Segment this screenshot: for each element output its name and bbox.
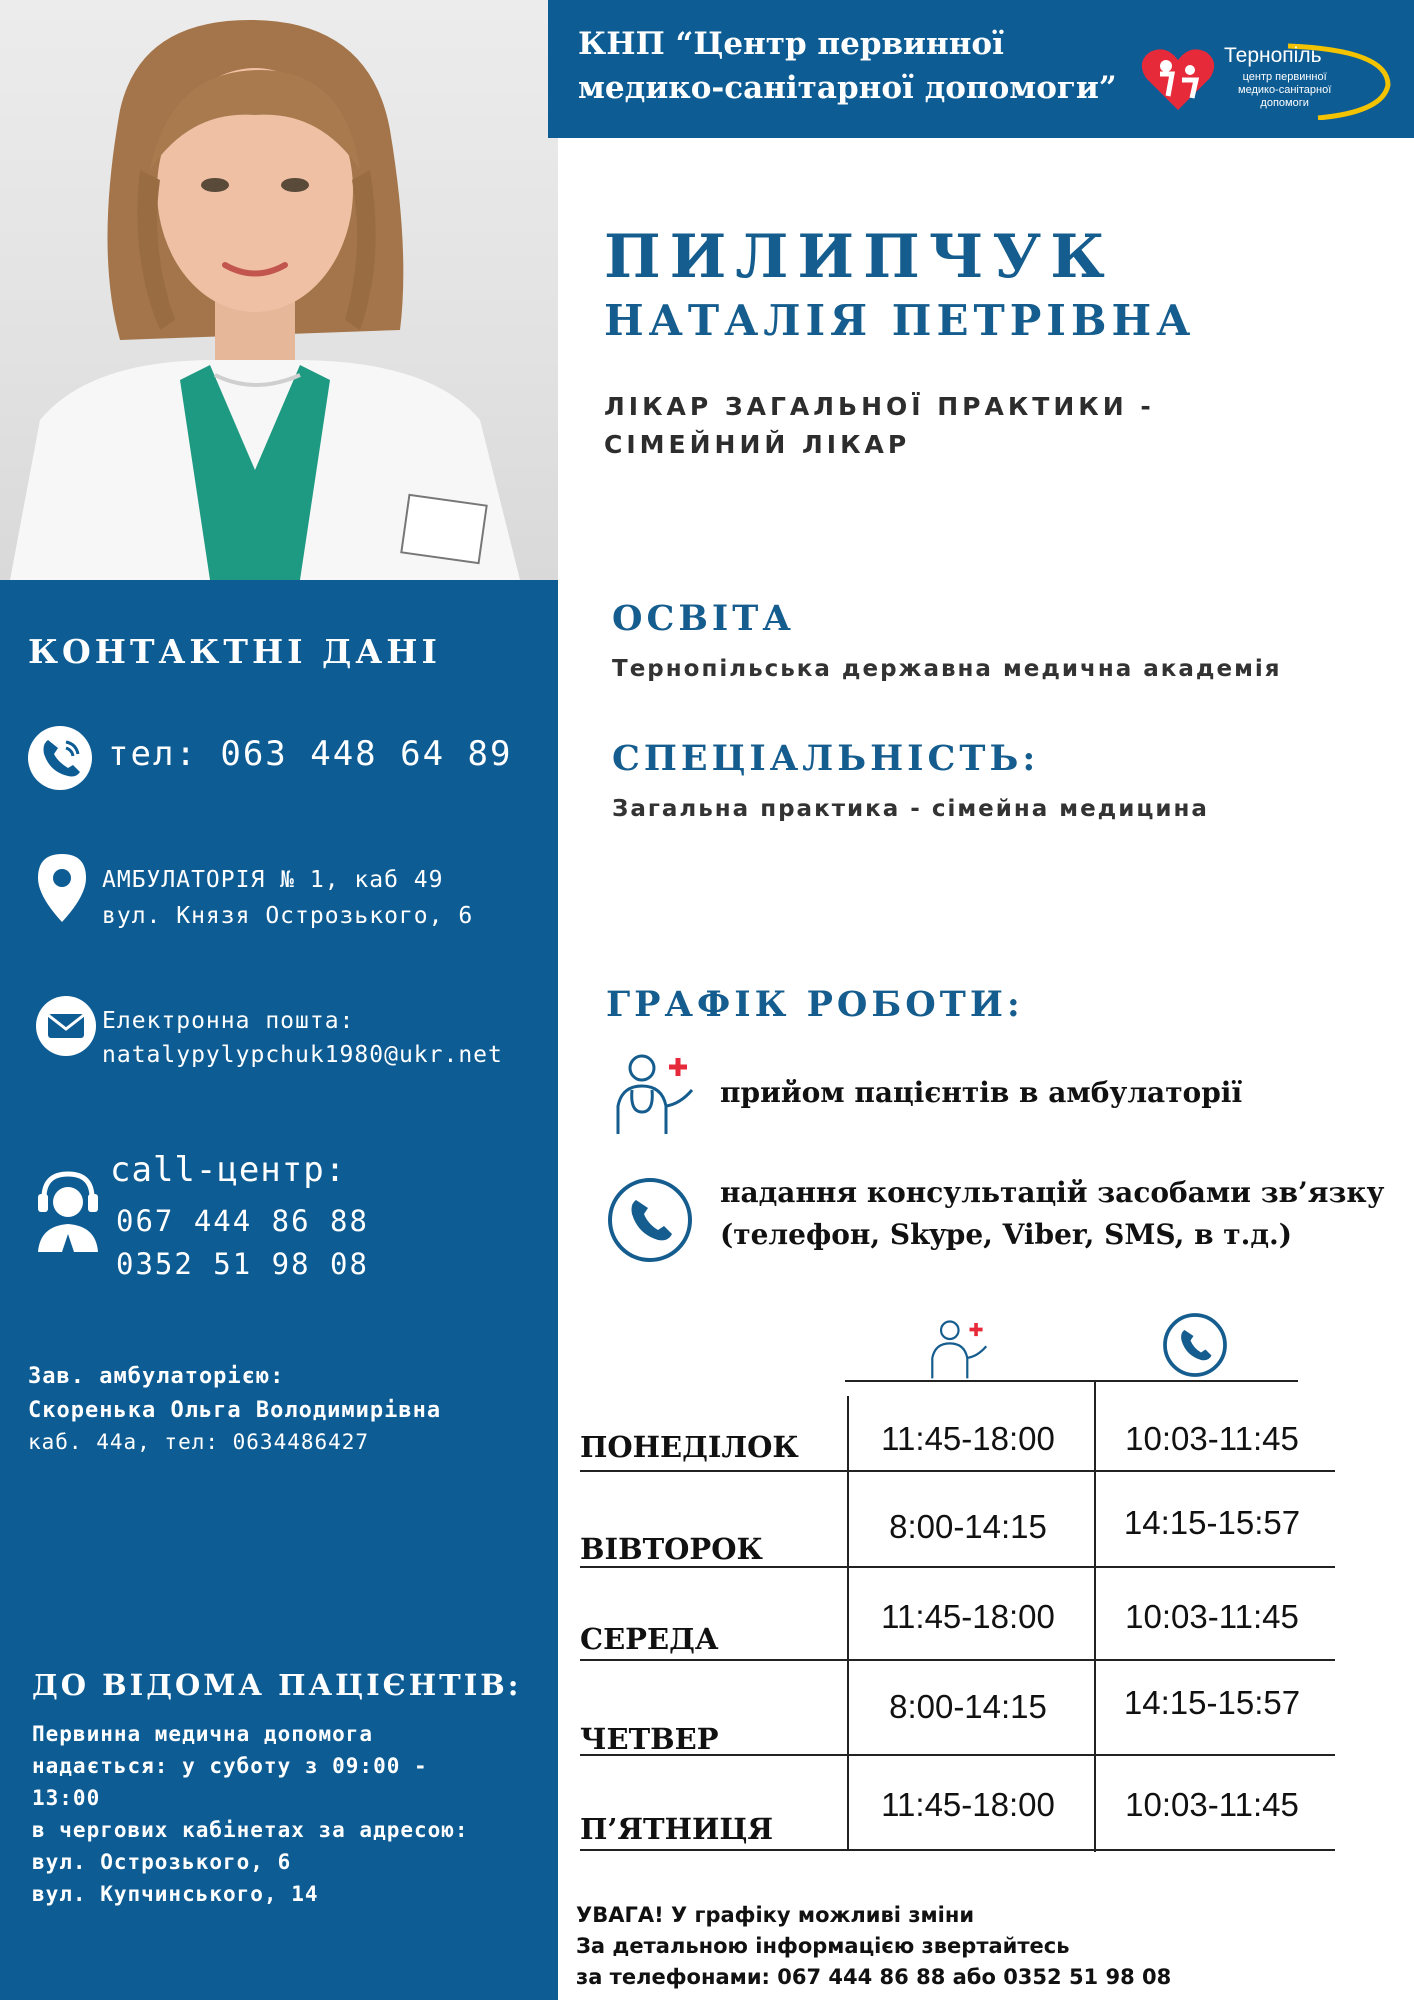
schedule-inperson-time: 8:00-14:15	[889, 1688, 1047, 1725]
col-remote-icon	[1162, 1312, 1228, 1382]
schedule-remote-time: 10:03-11:45	[1125, 1786, 1299, 1823]
callcenter-phone-2[interactable]: 0352 51 98 08	[116, 1247, 369, 1281]
patients-info-line: вул. Купчинського, 14	[32, 1882, 319, 1906]
org-name-line1: КНП “Центр первинної	[578, 26, 1004, 62]
schedule-day: ЧЕТВЕР	[580, 1722, 719, 1756]
specialty-value: Загальна практика - сімейна медицина	[612, 796, 1209, 822]
logo-line2: медико-санітарної	[1238, 84, 1332, 96]
logo-line3: допомоги	[1260, 97, 1309, 109]
address-line1: АМБУЛАТОРІЯ № 1, каб 49	[102, 867, 444, 893]
logo-line1: центр первинної	[1242, 71, 1327, 83]
head-label: Зав. амбулаторією:	[28, 1364, 285, 1389]
org-name-line2: медико-санітарної допомоги”	[578, 70, 1117, 106]
header-band	[548, 0, 1414, 138]
legend-remote-line1: надання консультацій засобами зв’язку	[720, 1176, 1385, 1209]
schedule-inperson-time: 11:45-18:00	[881, 1786, 1055, 1823]
callcenter-label: call-центр:	[110, 1150, 347, 1190]
schedule-remote-time: 14:15-15:57	[1123, 1684, 1301, 1721]
role-line2: СІМЕЙНИЙ ЛІКАР	[604, 430, 911, 459]
legend-remote-line2: (телефон, Skype, Viber, SMS, в т.д.)	[720, 1218, 1293, 1251]
col-inperson-icon	[925, 1312, 995, 1386]
patients-info-line: в чергових кабінетах за адресою:	[32, 1818, 469, 1842]
head-name: Скоренька Ольга Володимирівна	[28, 1398, 442, 1423]
education-heading: ОСВІТА	[612, 598, 795, 639]
contact-address	[102, 862, 473, 934]
contacts-panel	[0, 580, 558, 2000]
schedule-day: СЕРЕДА	[580, 1622, 719, 1656]
notice-line3: за телефонами: 067 444 86 88 або 0352 51 98 08	[576, 1965, 1172, 1989]
logo-city: Тернопіль	[1224, 44, 1322, 67]
callcenter-phone-1[interactable]: 067 444 86 88	[116, 1204, 369, 1238]
schedule-inperson-time: 11:45-18:00	[881, 1598, 1055, 1635]
doctor-role	[604, 388, 1224, 464]
callcenter-phones	[116, 1200, 369, 1286]
email-address[interactable]: natalypylypchuk1980@ukr.net	[102, 1042, 503, 1068]
role-line1: ЛІКАР ЗАГАЛЬНОЇ ПРАКТИКИ -	[604, 392, 1155, 421]
notice-line1: УВАГА! У графіку можливі зміни	[576, 1903, 975, 1927]
doctor-photo	[0, 0, 558, 580]
patients-info-line: надається: у суботу з 09:00 -	[32, 1754, 428, 1778]
schedule-heading: ГРАФІК РОБОТИ:	[606, 984, 1024, 1025]
row-separator	[580, 1849, 1335, 1851]
schedule-remote-time: 14:15-15:57	[1123, 1504, 1301, 1541]
education-value: Тернопільська державна медична академія	[612, 656, 1282, 682]
doctor-given-names: НАТАЛІЯ ПЕТРІВНА	[604, 296, 1196, 345]
table-header-line	[845, 1380, 1298, 1382]
email-label: Електронна пошта:	[102, 1008, 355, 1034]
logo-subtitle	[1238, 71, 1331, 110]
legend-remote	[720, 1172, 1384, 1256]
schedule-remote-time: 10:03-11:45	[1125, 1420, 1299, 1457]
doctor-surname: ПИЛИПЧУК	[604, 222, 1114, 292]
contact-phone[interactable]: тел: 063 448 64 89	[108, 734, 513, 774]
row-separator	[580, 1566, 1335, 1568]
head-of-clinic	[28, 1360, 441, 1428]
notice-line2: За детальною інформацією звертайтесь	[576, 1934, 1070, 1958]
email-icon	[36, 996, 96, 1056]
schedule-inperson-time: 11:45-18:00	[881, 1420, 1055, 1457]
contact-email	[102, 1004, 503, 1072]
row-separator	[580, 1470, 1335, 1472]
patients-info-line: 13:00	[32, 1786, 101, 1810]
patients-info-heading: ДО ВІДОМА ПАЦІЄНТІВ:	[32, 1668, 522, 1702]
legend-inperson: прийом пацієнтів в амбулаторії	[720, 1076, 1243, 1109]
doctor-inperson-icon	[608, 1046, 704, 1140]
head-contact: каб. 44а, тел: 0634486427	[28, 1430, 370, 1454]
headset-operator-icon	[36, 1168, 100, 1256]
patients-info-line: вул. Острозького, 6	[32, 1850, 292, 1874]
schedule-day: ВІВТОРОК	[580, 1532, 763, 1566]
organization-logo	[1138, 40, 1398, 120]
schedule-inperson-time: 8:00-14:15	[889, 1508, 1047, 1545]
patients-info-text	[32, 1718, 469, 1910]
schedule-remote-time: 10:03-11:45	[1125, 1598, 1299, 1635]
doctor-portrait-illustration	[0, 0, 558, 580]
address-line2: вул. Князя Острозького, 6	[102, 903, 474, 929]
location-pin-icon	[36, 852, 88, 928]
schedule-notice	[576, 1900, 1171, 1993]
organization-name	[578, 22, 1117, 110]
contacts-heading: КОНТАКТНІ ДАНІ	[28, 632, 441, 671]
specialty-heading: СПЕЦІАЛЬНІСТЬ:	[612, 738, 1040, 779]
phone-remote-icon	[606, 1176, 694, 1268]
patients-info-line: Первинна медична допомога	[32, 1722, 374, 1746]
schedule-day: П’ЯТНИЦЯ	[580, 1812, 774, 1846]
schedule-day: ПОНЕДІЛОК	[580, 1430, 799, 1464]
row-separator	[580, 1659, 1335, 1661]
phone-icon	[28, 726, 92, 790]
